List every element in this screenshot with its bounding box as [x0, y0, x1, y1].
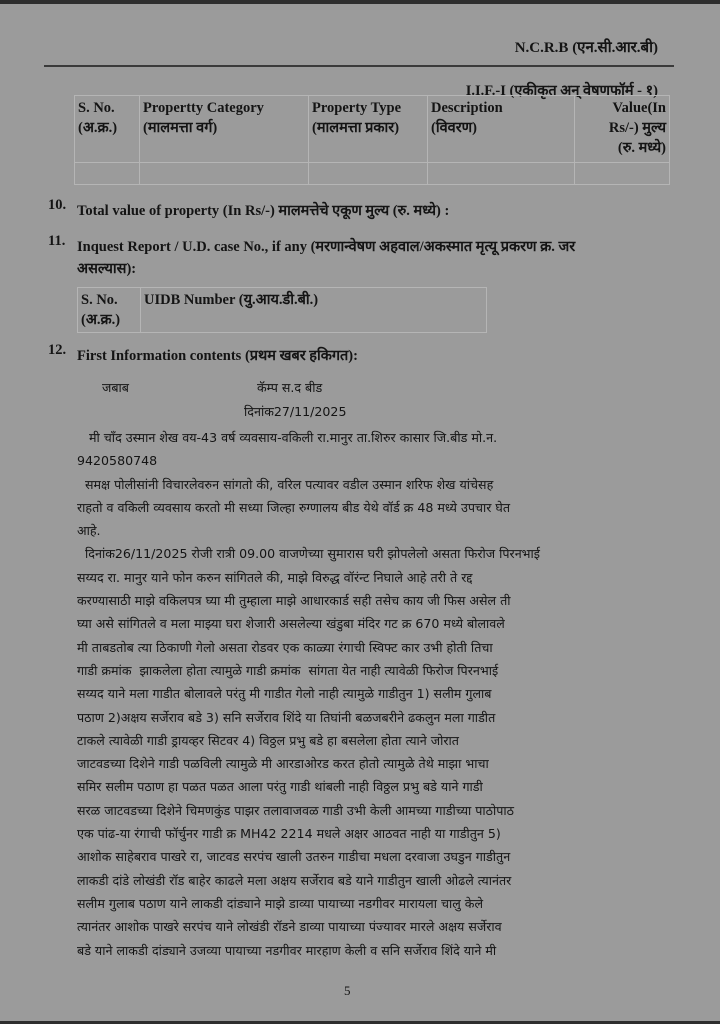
uidb-col-number: UIDB Number (यु.आय.डी.बी.): [141, 288, 487, 333]
col-value: [575, 96, 670, 163]
col-sno: [75, 96, 140, 163]
cell: [575, 163, 670, 185]
statement-line: 9420580748: [77, 453, 158, 469]
statement-line: समिर सलीम पठाण हा पळत पळत आला परंतु गाडी थांबली नाही विठ्ठल प्रभु बडे याने गाडी: [77, 779, 483, 795]
statement-line: टाकले त्यावेळी गाडी ड्रायव्हर सिटवर 4) विठ्ठल प्रभु बडे हा बसलेला होता त्याने जोरात: [77, 732, 459, 748]
uidb-col-sno-en: S. No.: [81, 292, 118, 308]
statement-body: [77, 426, 677, 962]
cell: [75, 163, 140, 185]
col-type-mr: (मालमत्ता प्रकार): [312, 120, 400, 136]
statement-line: आहे.: [77, 523, 101, 539]
section-10-number: 10.: [48, 197, 67, 213]
uidb-table: [77, 287, 487, 333]
statement-line: करण्यासाठी माझे वकिलपत्र घ्या मी तुम्हाला माझे आधारकार्ड सही तसेच काय जी फिस असेल ती: [77, 593, 511, 609]
col-category-en: Propertty Category: [143, 100, 264, 116]
property-table-header: [75, 96, 670, 163]
section-11-label-line1: Inquest Report / U.D. case No., if any (मरणान्वेषण अहवाल/अकस्मात मृत्यू प्रकरण क्र. जर: [77, 239, 576, 255]
statement-line: मी ताबडतोब त्या ठिकाणी गेलो असता रोडवर एक काळ्या रंगाची स्विफ्ट कार उभी होती तिचा: [77, 639, 493, 655]
uidb-col-sno: [78, 288, 141, 333]
statement-line: पठाण 2)अक्षय सर्जेराव बडे 3) सनि सर्जेराव शिंदे या तिघांनी बळजबरीने ढकलुन मला गाडीत: [77, 709, 496, 725]
section-12-label: First Information contents (प्रथम खबर हकिगत):: [77, 348, 358, 364]
top-bar: [0, 0, 720, 4]
statement-jabab: जबाब: [102, 380, 129, 395]
section-10-label: Total value of property (In Rs/-) मालमत्तेचे एकूण मुल्य (रु. मध्ये) :: [77, 203, 450, 219]
col-value-en: Value(In: [612, 100, 666, 116]
col-description-mr: (विवरण): [431, 120, 477, 136]
statement-line: लाकडी दांडे लोखंडी रॉड बाहेर काढले मला अक्षय सर्जेराव बडे याने गाडीतुन खाली ओढले त्यानंतर: [77, 872, 512, 888]
statement-date: दिनांक27/11/2025: [244, 404, 347, 419]
col-description-en: Description: [431, 100, 503, 116]
ncrb-header: N.C.R.B (एन.सी.आर.बी): [514, 40, 658, 56]
statement-line: गाडी क्रमांक झाकलेला होता त्यामुळे गाडी क्रमांक सांगता येत नाही त्यावेळी फिरोज पिरनभाई: [77, 662, 499, 678]
statement-line: सय्यद याने मला गाडीत बोलावले परंतु मी गाडीत गेलो नाही त्यामुळे गाडीतुन 1) सलीम गुलाब: [77, 686, 492, 702]
statement-line: आशोक साहेबराव पाखरे रा, जाटवड सरपंच खाली उतरुन गाडीचा मधला दरवाजा उघडुन गाडीतुन: [77, 849, 511, 865]
section-11-number: 11.: [48, 233, 66, 249]
statement-line: समक्ष पोलीसांनी विचारलेवरुन सांगतो की, वरिल पत्यावर वडील उस्मान शरिफ शेख यांचेसह: [77, 476, 494, 492]
col-sno-en: S. No.: [78, 100, 115, 116]
statement-line: घ्या असे सांगितले व मला माझ्या घरा शेजारी असलेल्या खंडुबा मंदिर गट क्र 670 मध्ये बोलावले: [77, 616, 505, 632]
statement-line: दिनांक26/11/2025 रोजी रात्री 09.00 वाजणेच्या सुमारास घरी झोपलेलो असता फिरोज पिरनभाई: [77, 546, 540, 562]
form-title: I.I.F.-I (एकीकृत अन् वेषणफॉर्म - १): [465, 83, 658, 99]
property-table: [74, 95, 670, 185]
col-type-en: Property Type: [312, 100, 402, 116]
col-value-mr2: (रु. मध्ये): [617, 140, 666, 156]
section-11-label-line2: असल्यास):: [77, 261, 137, 277]
statement-line: जाटवडच्या दिशेने गाडी पळविली त्यामुळे मी आरडाओरड करत होतो त्यामुळे तेथे माझा भाचा: [77, 756, 489, 772]
statement-line: सय्यद रा. मानुर याने फोन करुन सांगितले की, माझे विरुद्ध वॉरंन्ट निघाले आहे तरी ते रद्द: [77, 569, 473, 585]
statement-line: बडे याने लाकडी दांड्याने उजव्या पायाच्या नडगीवर मारहाण केली व सनि सर्जेराव शिंदे याने मी: [77, 942, 497, 958]
statement-place: कॅम्प स.द बीड: [257, 380, 323, 395]
statement-line: राहतो व वकिली व्यवसाय करतो मी सध्या जिल्हा रुग्णालय बीड येथे वॉर्ड क्र 48 मध्ये उपचार घेत: [77, 499, 511, 515]
uidb-col-sno-mr: (अ.क्र.): [81, 312, 121, 328]
statement-line: एक पांढ-या रंगाची फॉर्चुनर गाडी क्र MH42 2214 मधले अक्षर आठवत नाही या गाडीतुन 5): [77, 826, 501, 842]
cell: [428, 163, 575, 185]
col-type: [309, 96, 428, 163]
header-divider: [44, 65, 674, 67]
uidb-table-header: [78, 288, 487, 333]
property-table-row: [75, 163, 670, 185]
page-number: 5: [344, 983, 351, 998]
col-category-mr: (मालमत्ता वर्ग): [143, 120, 218, 136]
col-value-mr: Rs/-) मुल्य: [608, 120, 666, 136]
col-description: [428, 96, 575, 163]
statement-line: त्यानंतर आशोक पाखरे सरपंच याने लोखंडी रॉडने डाव्या पायाच्या पंज्यावर मारले अक्षय सर्जेराव: [77, 919, 502, 935]
cell: [140, 163, 309, 185]
statement-line: सलीम गुलाब पठाण याने लाकडी दांड्याने माझे डाव्या पायाच्या नडगीवर मारायला चालु केले: [77, 895, 483, 911]
section-12-number: 12.: [48, 342, 67, 358]
statement-line: मी चाँद उस्मान शेख वय-43 वर्ष व्यवसाय-वकिली रा.मानुर ता.शिरुर कासार जि.बीड मो.न.: [77, 430, 498, 445]
statement-line: सरळ जाटवडच्या दिशेने चिमणकुंड पाझर तलावाजवळ गाडी उभी केली आमच्या गाडीच्या पाठोपाठ: [77, 802, 514, 818]
col-category: [140, 96, 309, 163]
col-sno-mr: (अ.क्र.): [78, 120, 118, 136]
cell: [309, 163, 428, 185]
